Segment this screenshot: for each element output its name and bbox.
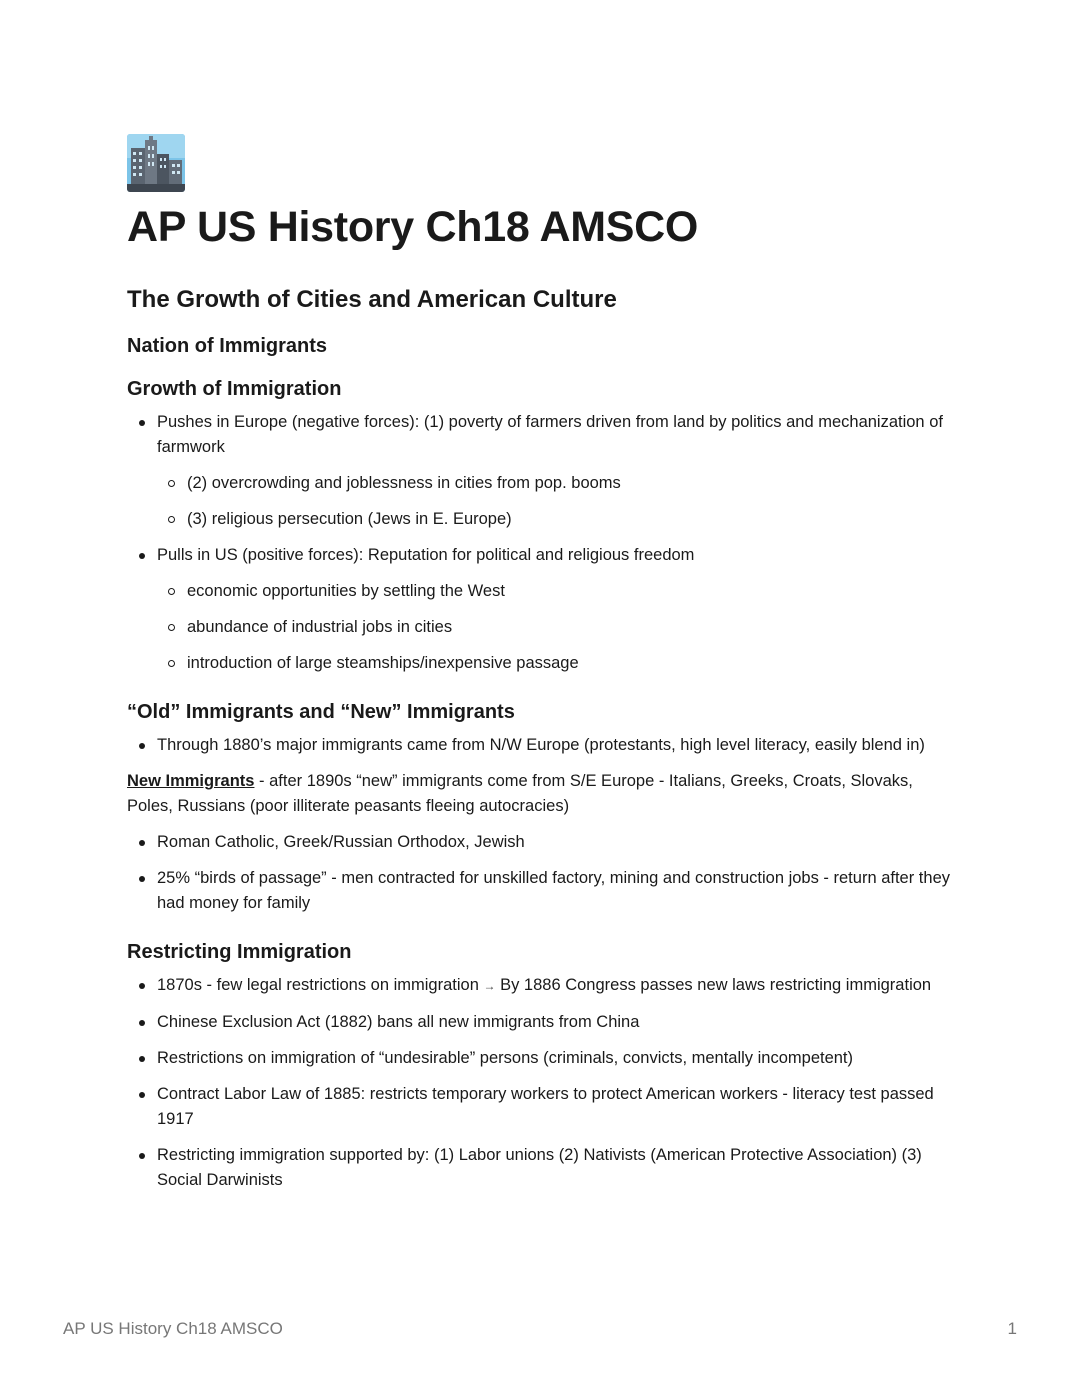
new-immigrants-text: - after 1890s “new” immigrants come from S/E Europe - Italians, Greeks, Croats, Slovaks, Poles, Russians (poor illiterate peasants fleeing autocracies): [127, 772, 913, 816]
list-item: [127, 973, 957, 999]
list-item: Roman Catholic, Greek/Russian Orthodox, Jewish: [127, 830, 957, 855]
chapter-heading: The Growth of Cities and American Culture: [127, 285, 617, 313]
list-item: Pulls in US (positive forces): Reputation for political and religious freedom: [127, 543, 957, 568]
list-item: abundance of industrial jobs in cities: [127, 615, 957, 640]
page-title: AP US History Ch18 AMSCO: [127, 203, 699, 251]
section-heading-old-new: “Old” Immigrants and “New” Immigrants: [127, 701, 515, 724]
list-item: economic opportunities by settling the West: [127, 579, 957, 604]
page-number: 1: [1007, 1319, 1017, 1338]
list-item-text: By 1886 Congress passes new laws restricting immigration: [495, 976, 932, 995]
list-item: Restricting immigration supported by: (1) Labor unions (2) Nativists (American Protective Association) (3) Social Darwinists: [127, 1143, 957, 1193]
new-immigrants-list: [127, 830, 957, 916]
restricting-list: [127, 973, 957, 1193]
arrow-right-icon: →: [483, 979, 496, 994]
document-body: [127, 134, 957, 1193]
old-new-list: [127, 733, 957, 758]
cityscape-icon: [127, 134, 185, 192]
new-immigrants-paragraph: [127, 769, 957, 819]
list-item: Contract Labor Law of 1885: restricts temporary workers to protect American workers - literacy test passed 1917: [127, 1082, 957, 1132]
list-item: Through 1880’s major immigrants came from N/W Europe (protestants, high level literacy, easily blend in): [127, 733, 957, 758]
section-heading-nation: Nation of Immigrants: [127, 335, 328, 358]
section-heading-growth: Growth of Immigration: [127, 378, 342, 401]
list-item-text: 1870s - few legal restrictions on immigration: [157, 976, 484, 995]
footer-title: AP US History Ch18 AMSCO: [63, 1319, 283, 1338]
list-item: (3) religious persecution (Jews in E. Europe): [127, 507, 957, 532]
new-immigrants-term: New Immigrants: [127, 772, 255, 791]
growth-list: [127, 410, 957, 676]
list-item: Pushes in Europe (negative forces): (1) poverty of farmers driven from land by politics and mechanization of farmwork: [127, 410, 957, 460]
section-heading-restricting: Restricting Immigration: [127, 941, 352, 964]
list-item: introduction of large steamships/inexpensive passage: [127, 651, 957, 676]
list-item: Chinese Exclusion Act (1882) bans all new immigrants from China: [127, 1010, 957, 1035]
list-item: (2) overcrowding and joblessness in cities from pop. booms: [127, 471, 957, 496]
list-item: 25% “birds of passage” - men contracted for unskilled factory, mining and construction jobs - return after they had money for family: [127, 866, 957, 916]
list-item: Restrictions on immigration of “undesirable” persons (criminals, convicts, mentally incompetent): [127, 1046, 957, 1071]
